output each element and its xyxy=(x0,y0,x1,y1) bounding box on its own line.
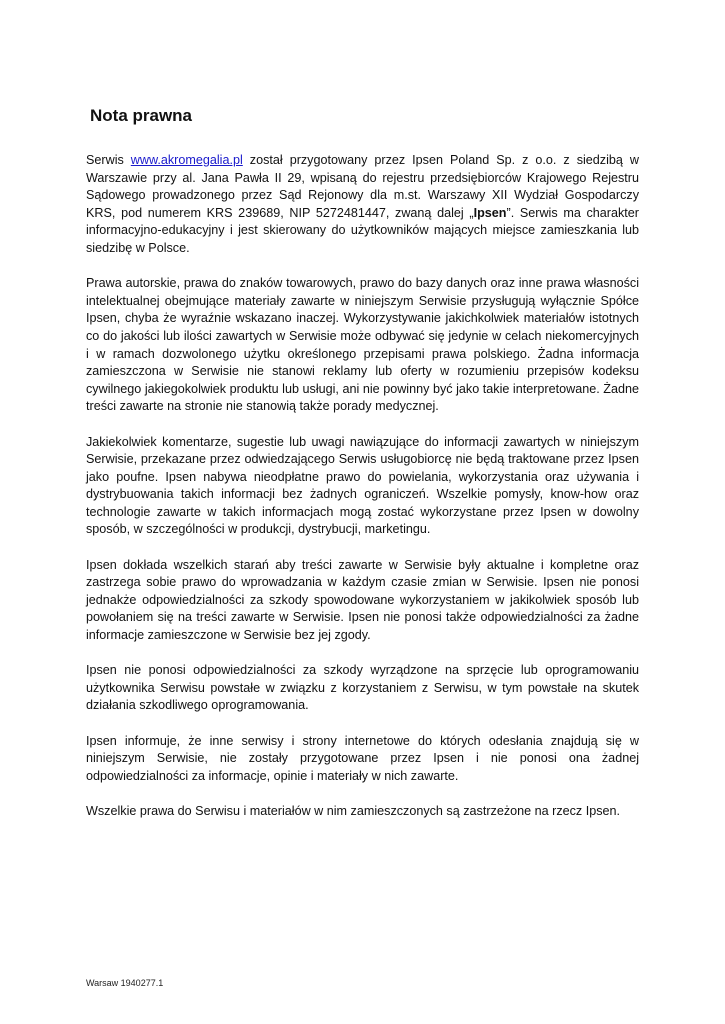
paragraph-damage-liability: Ipsen nie ponosi odpowiedzialności za szkody wyrządzone na sprzęcie lub oprogramowaniu użytkownika Serwisu powstałe w związku z korzystaniem z Serwisu, w tym powstałe na skutek działania szkodliwego oprogramowania. xyxy=(86,663,639,713)
paragraph-copyright: Prawa autorskie, prawa do znaków towarowych, prawo do bazy danych oraz inne prawa własności intelektualnej obejmujące materiały zawarte w niniejszym Serwisie przysługują wyłącznie Spółce Ipsen, chyba że wyraźnie wskazano inaczej. Wykorzystywanie jakichkolwiek materiałów istotnych co do jakości lub ilości zawartych w Serwisie może odbywać się jedynie w celach niekomercyjnych i w ramach dozwolonego użytku określonego przepisami prawa polskiego. Żadna informacja zamieszczona w Serwisie nie stanowi reklamy lub oferty w rozumieniu przepisów kodeksu cywilnego jakiegokolwiek produktu lub usługi, ani nie powinny być jako takie interpretowane. Żadne treści zawarte na stronie nie stanowią także porady medycznej. xyxy=(86,276,639,414)
paragraph-service-info xyxy=(86,152,639,258)
document-body xyxy=(86,152,639,838)
document-footer-id: Warsaw 1940277.1 xyxy=(86,978,164,988)
company-short-name: Ipsen xyxy=(473,205,507,220)
paragraph-1-prefix: Serwis xyxy=(86,153,131,167)
page-title: Nota prawna xyxy=(90,106,193,125)
paragraph-1-suffix: ”. Serwis ma charakter informacyjno-edukacyjny i jest skierowany do użytkowników mających miejsce zamieszkania lub siedzibę w Polsce. xyxy=(86,205,639,255)
paragraph-rights-reserved: Wszelkie prawa do Serwisu i materiałów w nim zamieszczonych są zastrzeżone na rzecz Ipsen. xyxy=(86,803,621,818)
website-link[interactable]: www.akromegalia.pl xyxy=(130,153,243,167)
paragraph-1-middle: został przygotowany przez Ipsen Poland Sp. z o.o. z siedzibą w Warszawie przy al. Jana Pawła II 29, wpisaną do rejestru przedsiębiorców Krajowego Rejestru Sądowego prowadzonego przez Sąd Rejonowy dla m.st. Warszawy XII Wydział Gospodarczy KRS, pod numerem KRS 239689, NIP 5272481447, zwaną dalej „ xyxy=(86,153,639,220)
paragraph-comments: Jakiekolwiek komentarze, sugestie lub uwagi nawiązujące do informacji zawartych w niniejszym Serwisie, przekazane przez odwiedzającego Serwis usługobiorcę nie będą traktowane przez Ipsen jako poufne. Ipsen nabywa nieodpłatne prawo do powielania, wykorzystania oraz używania i dystrybuowania takich informacji bez żadnych ograniczeń. Wszelkie pomysły, know-how oraz technologie zawarte w takich informacjach mogą zostać wykorzystane przez Ipsen w dowolny sposób, w szczególności w produkcji, dystrybucji, marketingu. xyxy=(86,434,639,537)
paragraph-external-links: Ipsen informuje, że inne serwisy i strony internetowe do których odesłania znajdują się w niniejszym Serwisie, nie zostały przygotowane przez Ipsen i nie ponosi ona żadnej odpowiedzialności za informacje, opinie i materiały w nich zawarte. xyxy=(86,733,639,783)
paragraph-accuracy: Ipsen dokłada wszelkich starań aby treści zawarte w Serwisie były aktualne i kompletne oraz zastrzega sobie prawo do wprowadzania w każdym czasie zmian w Serwisie. Ipsen nie ponosi jednakże odpowiedzialności za szkody spowodowane wykorzystaniem w jakikolwiek sposób lub powołaniem się na treści zawarte w Serwisie. Ipsen nie ponosi także odpowiedzialności za żadne informacje zamieszczone w Serwisie bez jej zgody. xyxy=(86,557,639,643)
